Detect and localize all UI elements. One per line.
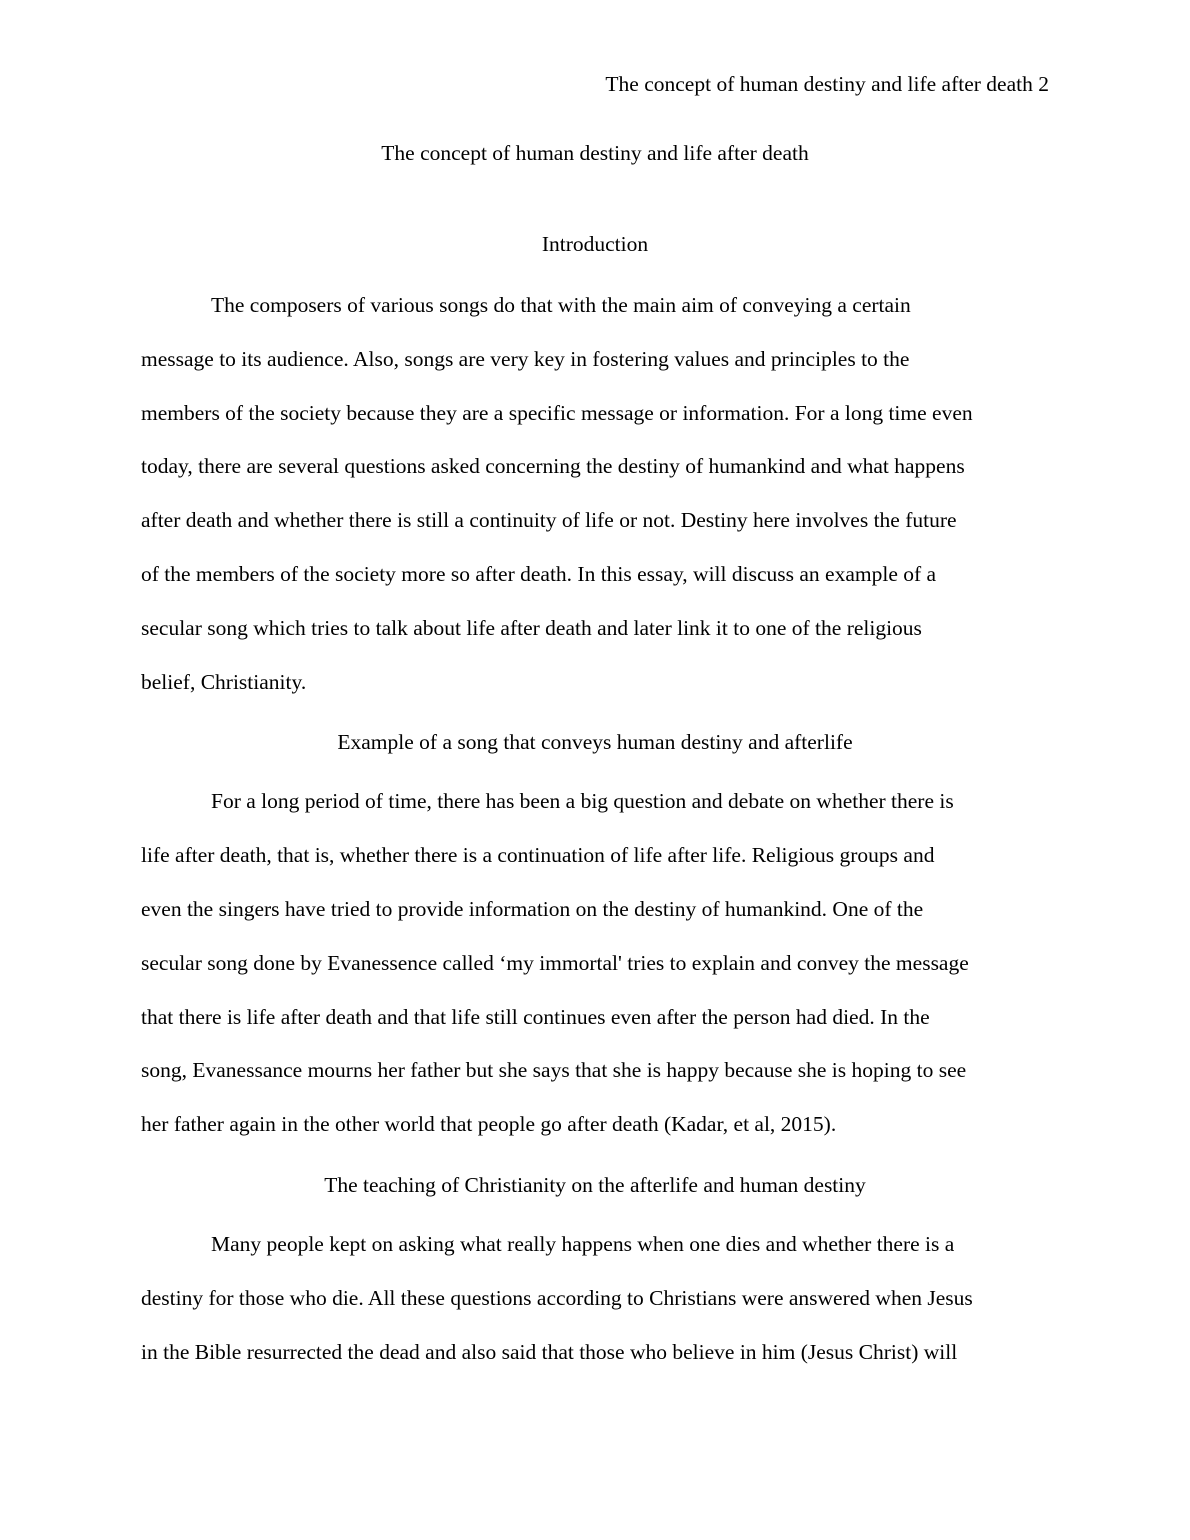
- paragraph-line: message to its audience. Also, songs are very key in fostering values and principles to the: [141, 346, 910, 371]
- paragraph-line: destiny for those who die. All these questions according to Christians were answered when Jesus: [141, 1285, 973, 1310]
- paragraph: [141, 279, 1049, 709]
- paragraph-line: For a long period of time, there has been a big question and debate on whether there is: [211, 789, 954, 814]
- paragraph-line: in the Bible resurrected the dead and also said that those who believe in him (Jesus Christ) will: [141, 1339, 958, 1364]
- paragraph-line: The composers of various songs do that with the main aim of conveying a certain: [211, 293, 911, 317]
- section-heading: The teaching of Christianity on the afterlife and human destiny: [324, 1172, 866, 1197]
- paragraph-line: that there is life after death and that life still continues even after the person had died. In the: [141, 1004, 930, 1029]
- paragraph: [141, 1218, 1049, 1379]
- paragraph-line: today, there are several questions asked concerning the destiny of humankind and what happens: [141, 454, 965, 479]
- paragraph: [141, 775, 1049, 1152]
- paragraph-line: even the singers have tried to provide information on the destiny of humankind. One of the: [141, 896, 924, 921]
- paragraph-line: life after death, that is, whether there is a continuation of life after life. Religious groups and: [141, 843, 935, 868]
- paragraph-line: Many people kept on asking what really happens when one dies and whether there is a: [211, 1231, 955, 1256]
- paragraph-line: members of the society because they are a specific message or information. For a long time even: [141, 400, 973, 425]
- document-title: The concept of human destiny and life after death: [381, 141, 809, 165]
- paragraph-line: secular song done by Evanessence called ‘my immortal' tries to explain and convey the message: [141, 950, 969, 975]
- paragraph-line: belief, Christianity.: [141, 669, 307, 694]
- section-heading: Introduction: [541, 232, 649, 256]
- section-heading: Example of a song that conveys human destiny and afterlife: [337, 730, 853, 755]
- paragraph-line: of the members of the society more so after death. In this essay, will discuss an example of a: [141, 561, 937, 586]
- paragraph-line: song, Evanessance mourns her father but she says that she is happy because she is hoping to see: [141, 1058, 967, 1083]
- paragraph-line: her father again in the other world that people go after death (Kadar, et al, 2015).: [141, 1112, 837, 1137]
- document-body: [141, 139, 1049, 1379]
- paragraph-line: secular song which tries to talk about life after death and later link it to one of the religious: [141, 615, 922, 640]
- running-head: The concept of human destiny and life after death 2: [605, 72, 1049, 96]
- paragraph-line: after death and whether there is still a continuity of life or not. Destiny here involves the future: [141, 508, 957, 533]
